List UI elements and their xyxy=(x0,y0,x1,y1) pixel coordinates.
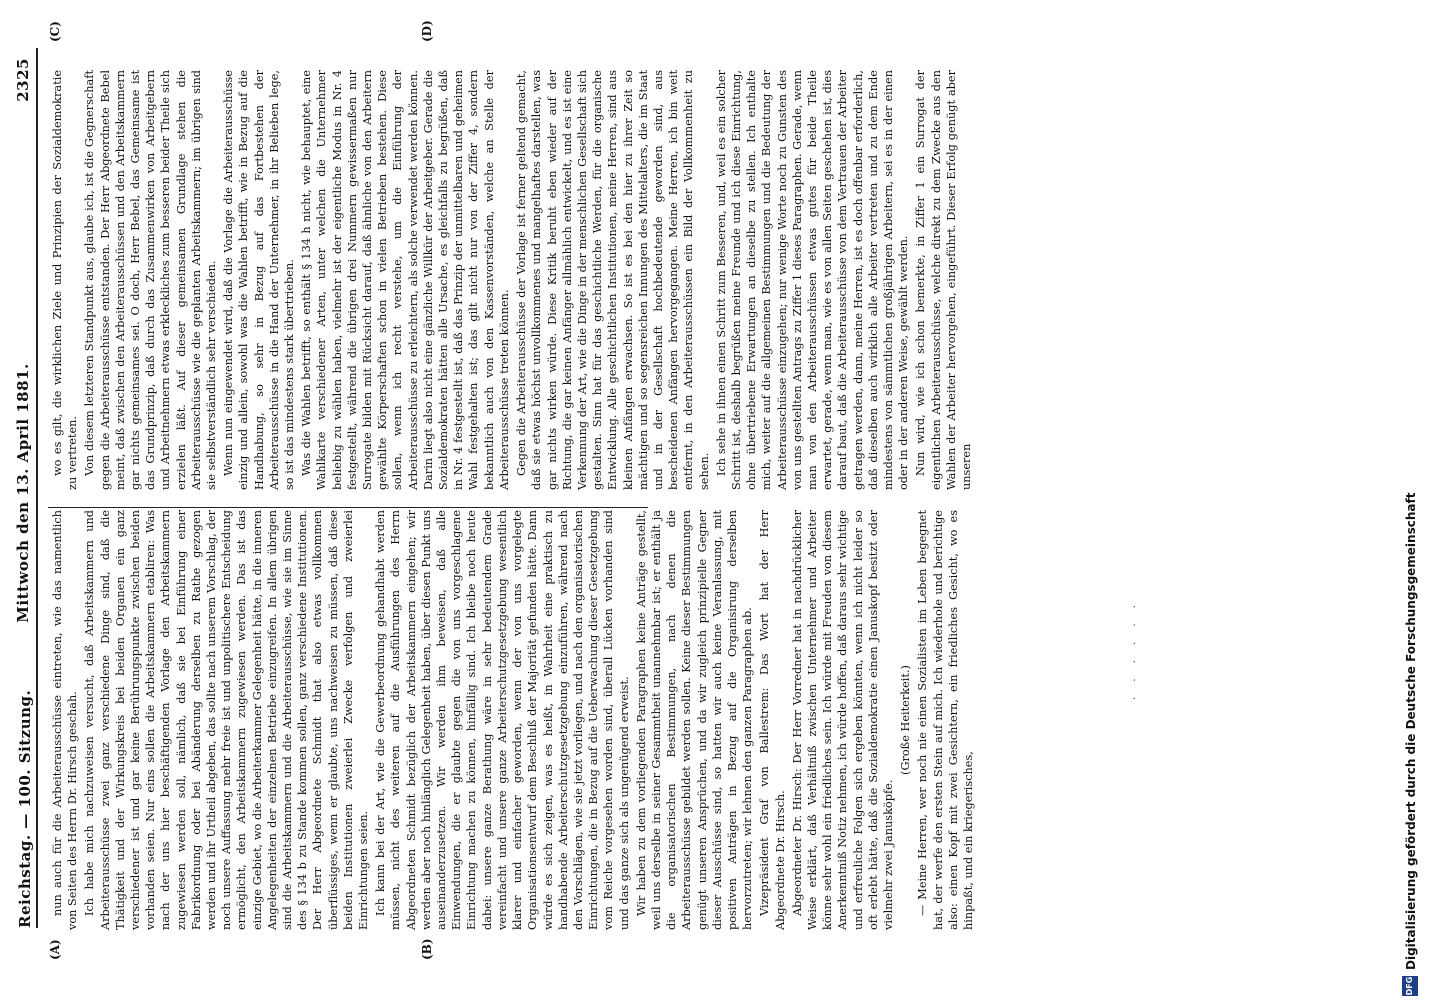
left-column xyxy=(50,510,975,930)
left-paragraph: Ich kann bei der Art, wie die Gewerbeordnung gehandhabt werden müssen, nicht des weiteren auf die Ausführungen des Herrn Abgeordneten Schmidt bezüglich der Arbeitskammern eingehen; wir werden aber noch hinlänglich Gelegenheit haben, über diesen Punkt uns auseinanderzusetzen. Wir werden ihm beweisen, daß alle Einwendungen, die er glaubte gegen die von uns vorgeschlagene Einrichtung machen zu können, hinfällig sind. Ich bleibe noch heute dabei: unsere ganze Berathung wäre in sehr bedeutendem Grade vereinfacht und unsere ganze Arbeiterschutzgesetzgebung wesentlich klarer und einfacher geworden, wenn der von uns vorgelegte Organisationsentwurf dem Beschluß der Majorität gefunden hätte. Dann würde es sich zeigen, was es heißt, in Wahrheit eine praktisch zu handhabende Arbeiterschutzgesetzgebung einzuführen, während nach den Vorschlägen, wie sie jetzt vorliegen, und nach den organisatorischen Einrichtungen, die in Bezug auf die Ueberwachung dieser Gesetzgebung vom Reiche vorgesehen worden sind, überall Lücken vorhanden sind und das ganze sich als ungenügend erweist. xyxy=(374,510,631,930)
speaker-paragraph: Abgeordneter Dr. Hirsch: Der Herr Vorredner hat in nachdrücklicher Weise erklärt, daß Verhältniß zwischen Unternehmer und Arbeiter könne sehr wohl ein friedliches sein. Ich würde mit Freuden von diesem Anerkenntniß Notiz nehmen, ich würde hoffen, daß daraus sehr wichtige und erfreuliche Folgen sich ergeben könnten, wenn ich nicht leider so oft erlebt hätte, daß die Sozialdemokratie einen Januskopf besitzt oder vielmehr zwei Janusköpfe. xyxy=(790,510,895,930)
right-paragraph: wo es gilt, die wirklichen Ziele und Prinzipien der Sozialdemokratie zu vertreten. xyxy=(51,70,80,490)
header-rule xyxy=(36,48,38,928)
left-paragraph: — Meine Herren, wer noch nie einen Sozialisten im Leben begegnet hat, der werfe den ersten Stein auf mich. Ich wiederhole und berichtige also: einen Kopf mit zwei Gesichtern, ein friedliches Gesicht, wo es hinpaßt, und ein kriegerisches, xyxy=(916,510,975,930)
left-paragraph: Wir haben zu dem vorliegenden Paragraphen keine Anträge gestellt, weil uns derselbe in seiner Gesammtheit unannehmbar ist; er enthält ja die organisatorischen Bestimmungen, nach denen die Arbeiterausschüsse gebildet werden sollen. Keine dieser Bestimmungen genügt unseren Ansprüchen, und da wir zugleich prinzipielle Gegner dieser Ausschüsse sind, so hatten wir auch keine Veranlassung, mit positiven Anträgen in Bezug auf die Organisirung derselben hervorzutreten; wir lehnen den ganzen Paragraphen ab. xyxy=(634,510,755,930)
right-paragraph: Was die Wahlen betrifft, so enthält § 134 h nicht, wie behauptet, eine Wahlkarte verschiedener Arten, unter welchen die Unternehmer beliebig zu wählen haben, vielmehr ist der eigentliche Modus in Nr. 4 festgestellt, während die übrigen drei Nummern gewissermaßen nur Surrogate bilden mit Rücksicht darauf, daß ähnliche von den Arbeitern gewählte Körperschaften schon in vielen Betrieben bestehen. Diese sollen, wenn ich recht verstehe, um die Einführung der Arbeiterausschüsse zu erleichtern, als solche verwendet werden können. Darin liegt also nicht eine gänzliche Willkür der Arbeitgeber. Gerade die Sozialdemokraten hätten alle Ursache, es gleichfalls zu begrüßen, daß in Nr. 4 festgestellt ist, daß das Prinzip der unmittelbaren und geheimen Wahl festgehalten ist; das gilt nicht nur von der Ziffer 4, sondern bekanntlich auch von den Kassenvorständen, welche an Stelle der Arbeiterausschüsse treten können. xyxy=(300,70,511,490)
margin-mark-b: (B) xyxy=(420,938,434,960)
digitization-footer xyxy=(1400,0,1424,1000)
margin-mark-d: (D) xyxy=(420,20,434,42)
right-paragraph: Gegen die Arbeiterausschüsse der Vorlage ist ferner geltend gemacht, daß sie etwas höchst unvollkommenes und mangelhaftes darstellen, was gar nichts wirken würde. Diese Kritik beruht eben wieder auf der Richtung, die gar keinen Anfänger allmählich entwickelt, und es ist eine Verkennung der Art, wie die Dinge in der menschlichen Gesellschaft sich gestalten. Sinn hat für das geschichtliche Werden, für die organische Entwicklung. Alle geschichtlichen Institutionen, meine Herren, sind aus kleinen Anfängen erwachsen. So ist es bei den hier zu ihrer Zeit so mächtigen und so segensreichen Innungen des Mittelalters, die im Staat und in der Gesellschaft hochbedeutende geworden sind, aus bescheidenen Anfängen hervorgegangen. Meine Herren, ich bin weit entfernt, in den Arbeiterausschüssen ein Bild der Vollkommenheit zu sehen. xyxy=(515,70,711,490)
header-date: Mittwoch den 13. April 1881. xyxy=(14,363,32,623)
right-paragraph: Von diesem letzteren Standpunkt aus, glaube ich, ist die Gegnerschaft gegen die Arbeiterausschüsse entstanden. Der Herr Abgeordnete Bebel meint, daß zwischen den Arbeiterausschüssen und den Arbeitskammern gar nichts gemeinsames sei. O doch, Herr Bebel, das Gemeinsame ist das Grundprinzip, daß durch das Zusammenwirken von Arbeitgebern und Arbeitnehmern etwas erkleckliches zum besseren beider Theile sich erzielen läßt. Auf dieser gemeinsamen Grundlage stehen die Arbeiterausschüsse wie die geplanten Arbeitskammern; im übrigen sind sie selbstverständlich sehr verschieden. xyxy=(83,70,219,490)
scan-dots: · · · · · · xyxy=(1130,599,1141,700)
right-paragraph: Ich sehe in ihnen einen Schritt zum Besseren, und, weil es ein solcher Schritt ist, deshalb begrüßen meine Freunde und ich diese Einrichtung, ohne übertriebene Erwartungen an dieselbe zu stellen. Ich enthalte mich, weiter auf die allgemeinen Bestimmungen und die Bedeutung der Arbeiterausschüsse einzugehen; nur wenige Worte noch zu Gunsten des von uns gestellten Antrags zu Ziffer 1 dieses Paragraphen. Gerade, wenn man von den Arbeiterausschüssen etwas gutes für beide Theile erwartet, gerade, wenn man, wie es von allen Seiten geschehen ist, dies darauf baut, daß die Arbeiterausschüsse von dem Vertrauen der Arbeiter getragen werden, dann, meine Herren, ist es doch offenbar erforderlich, daß dieselben auch wirklich alle Arbeiter vertreten und zu dem Ende mindestens von sämmtlichen großjährigen Arbeitern, sei es in der einen oder in der anderen Weise, gewählt werden. xyxy=(714,69,911,490)
margin-mark-c: (C) xyxy=(48,21,62,42)
header-left: Reichstag. — 100. Sitzung. xyxy=(16,689,34,928)
right-column xyxy=(50,69,973,490)
right-paragraph: Nun wird, wie ich schon bemerkte, in Ziffer 1 ein Surrogat der eigentlichen Arbeiterausschüsse, welche direkt zu dem Zwecke aus den Wahlen der Arbeiter hervorgehen, eingeführt. Dieser Erfolg genügt aber unseren xyxy=(914,70,973,490)
right-paragraph: Wenn nun eingewendet wird, daß die Vorlage die Arbeiterausschüsse einzig und allein, sowohl was die Wahlen betrifft, wie in Bezug auf die Handhabung, so sehr in Bezug auf das Fortbestehen der Arbeiterausschüsse in die Hand der Unternehmer, in ihr Belieben lege, so ist das mindestens stark übertrieben. xyxy=(222,70,297,490)
column-divider xyxy=(48,507,648,508)
left-paragraph: Ich habe mich nachzuweisen versucht, daß Arbeitskammern und Arbeiterausschüsse zwei ganz verschiedene Dinge sind, daß die Thätigkeit und der Wirkungskreis bei beiden Organen ein ganz verschiedener ist und gar keine Berührungspunkte zwischen beiden vorhanden seien. Nur eins sollen die Arbeitskammern etabliren: Was nach der uns hier beschäftigenden Vorlage den Arbeitskammern zugewiesen werden soll, nämlich, daß sie bei Einführung einer Fabrikordnung oder bei Abänderung derselben zu Rathe gezogen werden und ihr Urtheil abgeben, das sollte nach unserem Vorschlag, der noch unsere Auffassung mehr freie ist und unpolitischere Entscheidung ermöglicht, den Arbeitskammern zugewiesen werden. Das ist das einzige Gebiet, wo die Arbeiterkammer Gelegenheit hätte, in die inneren Angelegenheiten der einzelnen Betriebe einzugreifen. In allem übrigen sind die Arbeitskammern und die Arbeiterausschüsse, wie sie im Sinne des § 134 b zu Stande kommen sollen, ganz verschiedene Institutionen. Der Herr Abgeordnete Schmidt that also etwas vollkommen überflüssiges, wenn er glaubte, uns nachweisen zu müssen, daß diese beiden Institutionen zweierlei Zwecke verfolgen und zweierlei Einrichtungen seien. xyxy=(83,510,371,930)
dfg-logo-icon: DFG xyxy=(1402,976,1418,996)
laughter-note: (Große Heiterkeit.) xyxy=(899,665,913,775)
footer-text: Digitalisierung gefördert durch die Deutsche Forschungsgemeinschaft xyxy=(1404,492,1418,970)
page-number: 2325 xyxy=(14,58,32,102)
left-paragraph: nun auch für die Arbeiterausschüsse eintreten, wie das namentlich von Seiten des Herrn Dr. Hirsch geschah. xyxy=(51,510,80,930)
speaker-paragraph: Vizepräsident Graf von Ballestrem: Das Wort hat der Herr Abgeordnete Dr. Hirsch. xyxy=(758,510,787,930)
margin-mark-a: (A) xyxy=(48,939,62,960)
